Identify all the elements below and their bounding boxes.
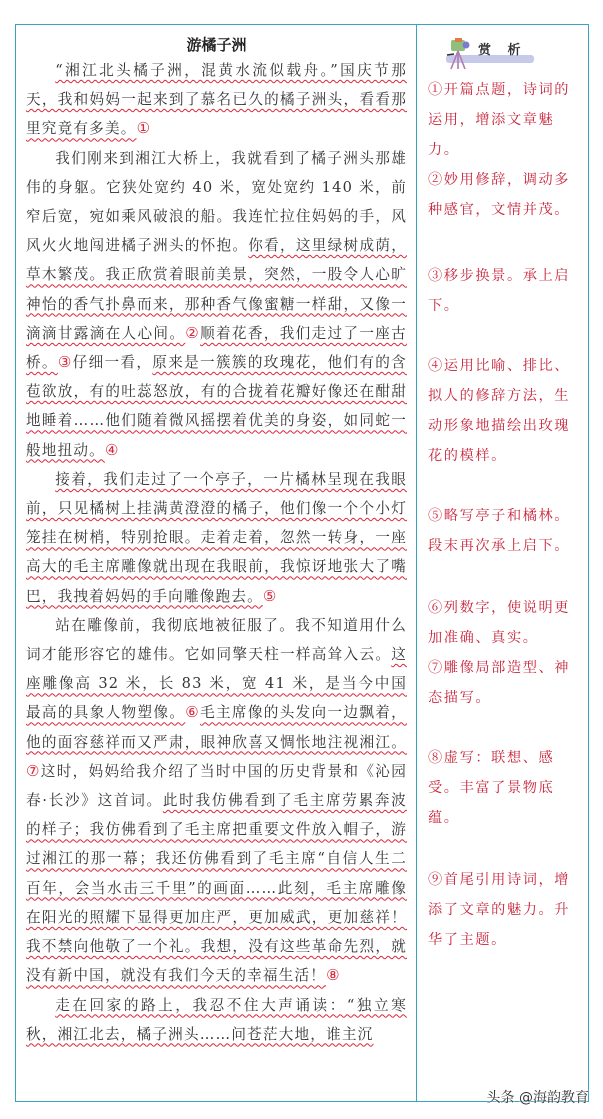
body-text: 我们刚来到湘江大桥上，我就看到了橘子洲头那雄伟的身躯。它狭处宽约 40 米，宽处宽约 140 米，前窄后宽，宛如乘风破浪的船。我连忙拉住妈妈的手，风风火火地闯进橘子洲头的怀抱。: [26, 149, 407, 255]
article-column: [26, 25, 407, 1049]
annotation-note: ①开篇点题，诗词的运用，增添文章魅力。: [428, 82, 571, 158]
annotation-note: ②妙用修辞，调动多种感官，文情并茂。: [428, 172, 571, 218]
highlighted-text: 此时我仿佛看到了毛主席劳累奔波的样子；我仿佛看到了毛主席把重要文件放入帽子，游过湘江的那一幕；我还仿佛看到了毛主席“自信人生二百年，会当水击三千里”的画面……此刻，毛主席雕像在阳光的照耀下显得更加庄严，更加威武，更加慈祥！我不禁向他敬了一个礼。我想，没有这些革命先烈，就没有新中国，就没有我们今天的幸福生活！: [26, 792, 407, 985]
article-paragraph: [26, 144, 407, 465]
highlighted-text: 原来是一簇簇的玫瑰花，他们有的含苞欲放，有的吐蕊怒放，有的合拢着花瓣好像还在酣甜地睡着……他们随着微风摇摆着优美的身姿，如同蛇一般地扭动。: [26, 354, 407, 459]
annotation-marker: ③: [57, 353, 73, 372]
article-paragraph: [26, 991, 407, 1049]
article-paragraph: [26, 56, 407, 144]
annotation-marker: ⑧: [326, 966, 341, 985]
annotation-note: ④运用比喻、排比、拟人的修辞方法，生动形象地描绘出玫瑰花的模样。: [428, 358, 571, 464]
appreciation-label: 赏 析: [478, 43, 527, 58]
annotation-marker: ④: [104, 440, 120, 459]
annotation-marker: ①: [136, 119, 152, 138]
article-paragraph: [26, 465, 407, 611]
annotation-marker: ②: [185, 323, 201, 342]
highlighted-text: 毛主席像的头发向一边飘着，他的面容慈祥而又严肃，眼神欣喜又惆怅地注视湘江。: [26, 704, 407, 751]
article-frame: [15, 24, 589, 1102]
annotation-note: ③移步换景。承上启下。: [428, 268, 571, 314]
highlighted-text: “湘江北头橘子洲，混黄水流似载舟。”国庆节那天，我和妈妈一起来到了慕名已久的橘子洲头，看看那里究竟有多美。: [26, 62, 407, 138]
appreciation-header: [424, 31, 584, 75]
annotation-list: [424, 75, 584, 955]
highlighted-text: 走在回家的路上，我忍不住大声诵读：“独立寒秋，湘江北去，橘子洲头……问苍茫大地，谁主沉: [26, 996, 407, 1043]
body-text: 这时，妈妈给我介绍了当时中国的历史背景和《沁园春·长沙》这首词。: [26, 762, 407, 810]
highlighted-text: 顺着花香，我们走过了一座古桥。: [26, 324, 407, 372]
annotation-note: ⑦雕像局部造型、神态描写。: [428, 660, 571, 706]
annotation-note: ⑤略写亭子和橘林。段末再次承上启下。: [428, 508, 571, 554]
annotation-marker: ⑥: [185, 703, 201, 722]
body-text: 站在雕像前，我彻底地被征服了。我不知道用什么词才能形容它的雄伟。它如同擎天柱一样高耸入云。: [26, 616, 407, 664]
highlighted-text: 这座雕像高 32 米，长 83 米，宽 41 米，是当今中国最高的具象人物塑像。: [26, 646, 407, 722]
watermark: 头条 @海韵教育: [486, 1090, 589, 1106]
article-title: 游橘子洲: [186, 36, 247, 54]
annotation-note: ⑥列数字，使说明更加准确、真实。: [428, 600, 571, 646]
article-body: [26, 56, 407, 1049]
annotation-marker: ⑤: [262, 586, 278, 605]
camera-tripod-icon: [446, 37, 472, 71]
annotation-marker: ⑦: [26, 761, 41, 780]
annotation-note: ⑨首尾引用诗词，增添了文章的魅力。升华了主题。: [428, 872, 571, 948]
highlighted-text: 你看，这里绿树成荫，草木繁茂。我正欣赏着眼前美景，突然，一股令人心旷神怡的香气扑鼻而来，那种香气像蜜糖一样甜，又像一滴滴甘露滴在人心间。: [26, 237, 407, 342]
highlighted-text: 接着，我们走过了一个亭子，一片橘林呈现在我眼前，只见橘树上挂满黄澄澄的橘子，他们像一个个小灯笼挂在树梢，特别抢眼。走着走着，忽然一转身，一座高大的毛主席雕像就出现在我眼前，我惊讶地张大了嘴巴，我拽着妈妈的手向雕像跑去。: [26, 470, 407, 605]
body-text: 仔细一看，: [72, 354, 153, 372]
annotation-column: [424, 25, 584, 955]
column-divider: [416, 25, 417, 1101]
annotation-note: ⑧虚写：联想、感受。丰富了景物底蕴。: [428, 750, 555, 826]
article-paragraph: [26, 611, 407, 991]
